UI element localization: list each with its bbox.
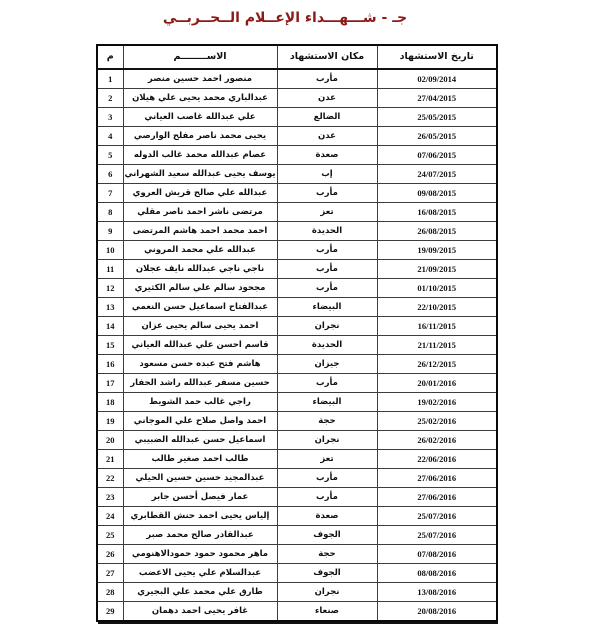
table-body <box>97 69 497 621</box>
cell-date: 26/12/2015 <box>377 355 497 374</box>
cell-place: عدن <box>277 127 377 146</box>
cell-name: يحيى محمد ناصر مفلح الوارصي <box>123 127 277 146</box>
cell-date: 07/08/2016 <box>377 545 497 564</box>
table-row <box>97 374 497 393</box>
cell-date: 26/05/2015 <box>377 127 497 146</box>
cell-number: 14 <box>97 317 123 336</box>
cell-place: عدن <box>277 89 377 108</box>
cell-name: غافر يحيى احمد دهمان <box>123 602 277 622</box>
table-row <box>97 488 497 507</box>
cell-name: اسماعيل حسن عبدالله الضبيبي <box>123 431 277 450</box>
table-row <box>97 507 497 526</box>
cell-name: عبدالمجيد حسين حسين الحيلي <box>123 469 277 488</box>
table-row <box>97 526 497 545</box>
cell-place: مأرب <box>277 279 377 298</box>
table-row <box>97 146 497 165</box>
cell-place: مأرب <box>277 488 377 507</box>
cell-date: 19/09/2015 <box>377 241 497 260</box>
cell-name: احمد يحيى سالم يحيى عزان <box>123 317 277 336</box>
cell-name: عصام عبدالله محمد غالب الدوله <box>123 146 277 165</box>
cell-place: نجران <box>277 583 377 602</box>
cell-number: 10 <box>97 241 123 260</box>
cell-name: علي عبدالله غاصب العياني <box>123 108 277 127</box>
table-row <box>97 450 497 469</box>
cell-number: 4 <box>97 127 123 146</box>
cell-date: 01/10/2015 <box>377 279 497 298</box>
cell-date: 24/07/2015 <box>377 165 497 184</box>
martyrs-table-container <box>98 44 498 622</box>
table-row <box>97 431 497 450</box>
table-row <box>97 336 497 355</box>
cell-date: 25/07/2016 <box>377 507 497 526</box>
cell-place: البيضاء <box>277 393 377 412</box>
document-title-bar <box>0 0 600 30</box>
cell-date: 25/07/2016 <box>377 526 497 545</box>
cell-name: عمار فيصل أحسن جابر <box>123 488 277 507</box>
cell-place: مأرب <box>277 184 377 203</box>
table-row <box>97 222 497 241</box>
cell-place: مأرب <box>277 374 377 393</box>
column-header-date: تاريخ الاستشهاد <box>377 45 497 69</box>
cell-date: 20/01/2016 <box>377 374 497 393</box>
table-row <box>97 108 497 127</box>
cell-date: 16/08/2015 <box>377 203 497 222</box>
cell-number: 16 <box>97 355 123 374</box>
cell-number: 18 <box>97 393 123 412</box>
cell-name: حسين مسفر عبدالله راشد الحفار <box>123 374 277 393</box>
column-header-name: الاســــــــم <box>123 45 277 69</box>
cell-name: هاشم فتح عبده حسن مسعود <box>123 355 277 374</box>
cell-place: نجران <box>277 317 377 336</box>
martyrs-table <box>96 44 498 622</box>
cell-date: 25/05/2015 <box>377 108 497 127</box>
cell-place: صعدة <box>277 146 377 165</box>
cell-name: عبدالباري محمد يحيى علي هيلان <box>123 89 277 108</box>
cell-name: يوسف يحيى عبدالله سعيد الشهراني <box>123 165 277 184</box>
cell-date: 26/08/2015 <box>377 222 497 241</box>
table-row <box>97 279 497 298</box>
cell-number: 7 <box>97 184 123 203</box>
cell-place: الحديدة <box>277 336 377 355</box>
table-row <box>97 393 497 412</box>
cell-place: إب <box>277 165 377 184</box>
cell-number: 25 <box>97 526 123 545</box>
cell-place: مأرب <box>277 69 377 89</box>
cell-number: 2 <box>97 89 123 108</box>
column-header-place: مكان الاستشهاد <box>277 45 377 69</box>
cell-date: 02/09/2014 <box>377 69 497 89</box>
cell-place: الحديدة <box>277 222 377 241</box>
cell-name: احمد واصل صلاح علي الموجاني <box>123 412 277 431</box>
cell-name: عبدالله علي محمد المروني <box>123 241 277 260</box>
cell-place: نجران <box>277 431 377 450</box>
cell-number: 24 <box>97 507 123 526</box>
table-row <box>97 69 497 89</box>
cell-place: مأرب <box>277 260 377 279</box>
cell-name: ناجي ناجي عبدالله نايف عجلان <box>123 260 277 279</box>
cell-name: عبدالسلام علي يحيى الاعضب <box>123 564 277 583</box>
cell-date: 20/08/2016 <box>377 602 497 622</box>
table-row <box>97 583 497 602</box>
table-row <box>97 203 497 222</box>
cell-number: 26 <box>97 545 123 564</box>
cell-number: 8 <box>97 203 123 222</box>
cell-name: إلياس يحيى احمد حنش القطابري <box>123 507 277 526</box>
cell-number: 9 <box>97 222 123 241</box>
table-header-row <box>97 45 497 69</box>
cell-name: مجحود سالم علي سالم الكثيري <box>123 279 277 298</box>
cell-number: 11 <box>97 260 123 279</box>
cell-place: تعز <box>277 450 377 469</box>
cell-number: 20 <box>97 431 123 450</box>
cell-name: عبدالفتاح اسماعيل حسن النعمي <box>123 298 277 317</box>
cell-date: 07/06/2015 <box>377 146 497 165</box>
cell-number: 29 <box>97 602 123 622</box>
cell-place: صعدة <box>277 507 377 526</box>
cell-number: 27 <box>97 564 123 583</box>
cell-date: 22/06/2016 <box>377 450 497 469</box>
cell-place: تعز <box>277 203 377 222</box>
cell-date: 25/02/2016 <box>377 412 497 431</box>
cell-place: مأرب <box>277 241 377 260</box>
cell-name: ماهر محمود حمود حمودالاهنومي <box>123 545 277 564</box>
cell-number: 17 <box>97 374 123 393</box>
cell-number: 6 <box>97 165 123 184</box>
cell-name: احمد محمد احمد هاشم المرتضى <box>123 222 277 241</box>
cell-place: البيضاء <box>277 298 377 317</box>
cell-name: عبدالله علي صالح قريش العروي <box>123 184 277 203</box>
table-row <box>97 317 497 336</box>
cell-date: 21/11/2015 <box>377 336 497 355</box>
cell-number: 12 <box>97 279 123 298</box>
cell-name: مرتضى ناشر احمد ناصر مقلي <box>123 203 277 222</box>
table-row <box>97 412 497 431</box>
cell-place: حجة <box>277 545 377 564</box>
table-row <box>97 298 497 317</box>
cell-place: جيزان <box>277 355 377 374</box>
table-header <box>97 45 497 69</box>
cell-name: قاسم احسن علي عبدالله العياني <box>123 336 277 355</box>
table-row <box>97 469 497 488</box>
cell-number: 28 <box>97 583 123 602</box>
cell-name: عبدالقادر صالح محمد صبر <box>123 526 277 545</box>
cell-name: طالب احمد صغير طالب <box>123 450 277 469</box>
cell-number: 5 <box>97 146 123 165</box>
cell-date: 22/10/2015 <box>377 298 497 317</box>
cell-place: الجوف <box>277 564 377 583</box>
page-title: جـ - شـــهـــداء الإعــلام الــحــربــي <box>162 10 408 26</box>
cell-place: حجة <box>277 412 377 431</box>
cell-date: 16/11/2015 <box>377 317 497 336</box>
cell-number: 15 <box>97 336 123 355</box>
cell-place: الجوف <box>277 526 377 545</box>
cell-date: 26/02/2016 <box>377 431 497 450</box>
cell-date: 19/02/2016 <box>377 393 497 412</box>
cell-number: 21 <box>97 450 123 469</box>
cell-place: صنعاء <box>277 602 377 622</box>
cell-number: 23 <box>97 488 123 507</box>
table-row <box>97 602 497 622</box>
cell-place: مأرب <box>277 469 377 488</box>
cell-number: 13 <box>97 298 123 317</box>
table-row <box>97 127 497 146</box>
table-row <box>97 260 497 279</box>
bottom-divider <box>98 622 498 624</box>
table-row <box>97 184 497 203</box>
cell-number: 22 <box>97 469 123 488</box>
cell-date: 27/04/2015 <box>377 89 497 108</box>
cell-number: 1 <box>97 69 123 89</box>
cell-name: طارق علي محمد علي البجيري <box>123 583 277 602</box>
table-row <box>97 355 497 374</box>
table-row <box>97 165 497 184</box>
cell-number: 3 <box>97 108 123 127</box>
table-row <box>97 545 497 564</box>
cell-date: 21/09/2015 <box>377 260 497 279</box>
cell-date: 08/08/2016 <box>377 564 497 583</box>
cell-place: الضالع <box>277 108 377 127</box>
cell-date: 27/06/2016 <box>377 469 497 488</box>
cell-date: 27/06/2016 <box>377 488 497 507</box>
table-row <box>97 241 497 260</box>
table-row <box>97 89 497 108</box>
column-header-number: م <box>97 45 123 69</box>
cell-name: منصور احمد حسين منصر <box>123 69 277 89</box>
cell-name: راجي غالب حمد الشويط <box>123 393 277 412</box>
cell-date: 13/08/2016 <box>377 583 497 602</box>
cell-number: 19 <box>97 412 123 431</box>
table-row <box>97 564 497 583</box>
cell-date: 09/08/2015 <box>377 184 497 203</box>
